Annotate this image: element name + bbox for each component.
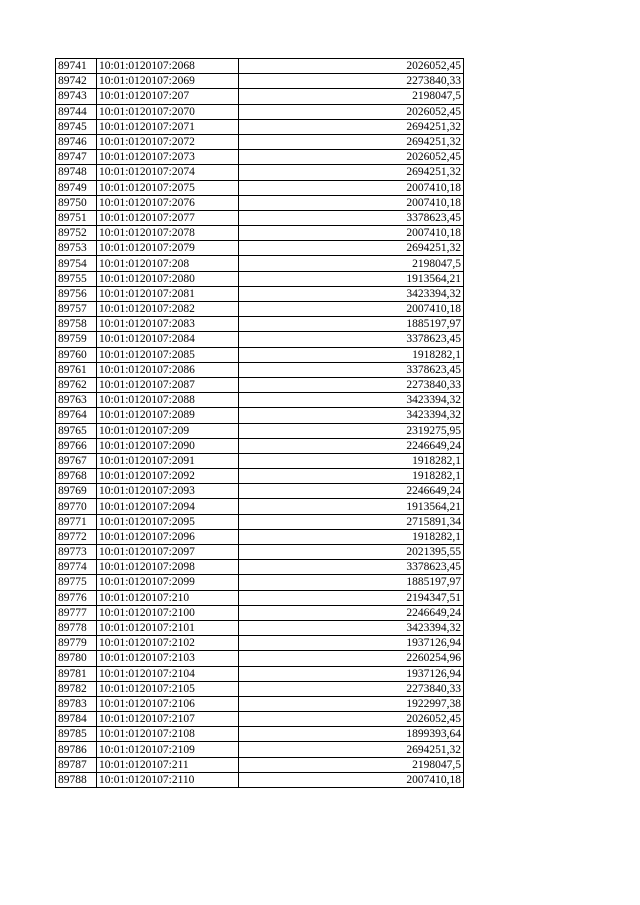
table-row	[56, 696, 464, 711]
value-cell: 3378623,45	[239, 362, 464, 377]
table-row	[56, 210, 464, 225]
value-cell: 1937126,94	[239, 666, 464, 681]
table-row	[56, 119, 464, 134]
value-cell: 2273840,33	[239, 377, 464, 392]
table-row	[56, 256, 464, 271]
table-row	[56, 226, 464, 241]
table-row	[56, 605, 464, 620]
table-row	[56, 727, 464, 742]
table-row	[56, 347, 464, 362]
table-row	[56, 772, 464, 787]
table-row	[56, 651, 464, 666]
cadastral-number-cell: 10:01:0120107:2075	[97, 180, 239, 195]
cadastral-number-cell: 10:01:0120107:2107	[97, 712, 239, 727]
cadastral-number-cell: 10:01:0120107:2104	[97, 666, 239, 681]
cadastral-number-cell: 10:01:0120107:2103	[97, 651, 239, 666]
table-row	[56, 362, 464, 377]
value-cell: 2198047,5	[239, 256, 464, 271]
value-cell: 3378623,45	[239, 332, 464, 347]
table-row	[56, 469, 464, 484]
table-row	[56, 453, 464, 468]
value-cell: 3423394,32	[239, 620, 464, 635]
value-cell: 1885197,97	[239, 575, 464, 590]
row-number-cell: 89775	[56, 575, 97, 590]
cadastral-number-cell: 10:01:0120107:2099	[97, 575, 239, 590]
row-number-cell: 89741	[56, 59, 97, 74]
value-cell: 2246649,24	[239, 605, 464, 620]
row-number-cell: 89744	[56, 104, 97, 119]
table-row	[56, 529, 464, 544]
row-number-cell: 89757	[56, 302, 97, 317]
table-row	[56, 408, 464, 423]
value-cell: 2194347,51	[239, 590, 464, 605]
cadastral-number-cell: 10:01:0120107:2068	[97, 59, 239, 74]
value-cell: 2694251,32	[239, 241, 464, 256]
value-cell: 3378623,45	[239, 560, 464, 575]
row-number-cell: 89763	[56, 393, 97, 408]
cadastral-number-cell: 10:01:0120107:2093	[97, 484, 239, 499]
cadastral-number-cell: 10:01:0120107:2069	[97, 74, 239, 89]
cadastral-number-cell: 10:01:0120107:2080	[97, 271, 239, 286]
row-number-cell: 89770	[56, 499, 97, 514]
cadastral-number-cell: 10:01:0120107:2091	[97, 453, 239, 468]
row-number-cell: 89773	[56, 545, 97, 560]
table-row	[56, 165, 464, 180]
value-cell: 2273840,33	[239, 74, 464, 89]
row-number-cell: 89742	[56, 74, 97, 89]
row-number-cell: 89765	[56, 423, 97, 438]
cadastral-number-cell: 10:01:0120107:2081	[97, 286, 239, 301]
table-row	[56, 59, 464, 74]
value-cell: 2694251,32	[239, 134, 464, 149]
table-row	[56, 393, 464, 408]
table-row	[56, 74, 464, 89]
row-number-cell: 89780	[56, 651, 97, 666]
row-number-cell: 89754	[56, 256, 97, 271]
value-cell: 2694251,32	[239, 165, 464, 180]
value-cell: 3423394,32	[239, 408, 464, 423]
table-row	[56, 241, 464, 256]
value-cell: 1918282,1	[239, 529, 464, 544]
cadastral-number-cell: 10:01:0120107:210	[97, 590, 239, 605]
table-row	[56, 666, 464, 681]
value-cell: 2694251,32	[239, 742, 464, 757]
row-number-cell: 89787	[56, 757, 97, 772]
table-row	[56, 560, 464, 575]
table-row	[56, 757, 464, 772]
table-row	[56, 377, 464, 392]
value-cell: 2026052,45	[239, 712, 464, 727]
table-row	[56, 712, 464, 727]
row-number-cell: 89776	[56, 590, 97, 605]
row-number-cell: 89756	[56, 286, 97, 301]
cadastral-number-cell: 10:01:0120107:2074	[97, 165, 239, 180]
row-number-cell: 89747	[56, 150, 97, 165]
row-number-cell: 89769	[56, 484, 97, 499]
cadastral-number-cell: 10:01:0120107:2077	[97, 210, 239, 225]
cadastral-number-cell: 10:01:0120107:207	[97, 89, 239, 104]
row-number-cell: 89764	[56, 408, 97, 423]
value-cell: 1913564,21	[239, 499, 464, 514]
table-row	[56, 636, 464, 651]
row-number-cell: 89759	[56, 332, 97, 347]
row-number-cell: 89778	[56, 620, 97, 635]
row-number-cell: 89774	[56, 560, 97, 575]
cadastral-number-cell: 10:01:0120107:2096	[97, 529, 239, 544]
table-row	[56, 317, 464, 332]
table-row	[56, 590, 464, 605]
value-cell: 2021395,55	[239, 545, 464, 560]
row-number-cell: 89768	[56, 469, 97, 484]
row-number-cell: 89750	[56, 195, 97, 210]
value-cell: 1922997,38	[239, 696, 464, 711]
row-number-cell: 89758	[56, 317, 97, 332]
cadastral-number-cell: 10:01:0120107:2095	[97, 514, 239, 529]
cadastral-number-cell: 10:01:0120107:2085	[97, 347, 239, 362]
row-number-cell: 89766	[56, 438, 97, 453]
value-cell: 2026052,45	[239, 104, 464, 119]
row-number-cell: 89762	[56, 377, 97, 392]
row-number-cell: 89767	[56, 453, 97, 468]
cadastral-number-cell: 10:01:0120107:2084	[97, 332, 239, 347]
value-cell: 2246649,24	[239, 438, 464, 453]
row-number-cell: 89788	[56, 772, 97, 787]
cadastral-number-cell: 10:01:0120107:2108	[97, 727, 239, 742]
cadastral-number-cell: 10:01:0120107:2109	[97, 742, 239, 757]
cadastral-number-cell: 10:01:0120107:208	[97, 256, 239, 271]
cadastral-number-cell: 10:01:0120107:2072	[97, 134, 239, 149]
value-cell: 2026052,45	[239, 150, 464, 165]
value-cell: 3378623,45	[239, 210, 464, 225]
cadastral-number-cell: 10:01:0120107:2087	[97, 377, 239, 392]
table-row	[56, 742, 464, 757]
row-number-cell: 89771	[56, 514, 97, 529]
table-row	[56, 271, 464, 286]
cadastral-number-cell: 10:01:0120107:2071	[97, 119, 239, 134]
value-cell: 1899393,64	[239, 727, 464, 742]
cadastral-number-cell: 10:01:0120107:2076	[97, 195, 239, 210]
cadastral-number-cell: 10:01:0120107:2105	[97, 681, 239, 696]
value-cell: 2319275,95	[239, 423, 464, 438]
table-row	[56, 150, 464, 165]
cadastral-number-cell: 10:01:0120107:2089	[97, 408, 239, 423]
cadastral-number-cell: 10:01:0120107:2098	[97, 560, 239, 575]
table-row	[56, 575, 464, 590]
cadastral-number-cell: 10:01:0120107:2070	[97, 104, 239, 119]
table-row	[56, 104, 464, 119]
cadastral-number-cell: 10:01:0120107:2102	[97, 636, 239, 651]
table-row	[56, 681, 464, 696]
table-row	[56, 302, 464, 317]
table-row	[56, 134, 464, 149]
table-row	[56, 89, 464, 104]
value-cell: 1913564,21	[239, 271, 464, 286]
row-number-cell: 89777	[56, 605, 97, 620]
cadastral-number-cell: 10:01:0120107:2088	[97, 393, 239, 408]
value-cell: 1918282,1	[239, 347, 464, 362]
row-number-cell: 89746	[56, 134, 97, 149]
value-cell: 2007410,18	[239, 195, 464, 210]
row-number-cell: 89752	[56, 226, 97, 241]
row-number-cell: 89755	[56, 271, 97, 286]
cadastral-number-cell: 10:01:0120107:2078	[97, 226, 239, 241]
table-row	[56, 438, 464, 453]
value-cell: 2026052,45	[239, 59, 464, 74]
cadastral-number-cell: 10:01:0120107:209	[97, 423, 239, 438]
row-number-cell: 89751	[56, 210, 97, 225]
value-cell: 2198047,5	[239, 757, 464, 772]
cadastral-number-cell: 10:01:0120107:2092	[97, 469, 239, 484]
table-row	[56, 180, 464, 195]
row-number-cell: 89781	[56, 666, 97, 681]
row-number-cell: 89772	[56, 529, 97, 544]
table-row	[56, 514, 464, 529]
cadastral-number-cell: 10:01:0120107:2110	[97, 772, 239, 787]
row-number-cell: 89785	[56, 727, 97, 742]
table-body	[56, 59, 464, 788]
cadastral-number-cell: 10:01:0120107:2106	[97, 696, 239, 711]
row-number-cell: 89786	[56, 742, 97, 757]
value-cell: 2007410,18	[239, 226, 464, 241]
table-row	[56, 195, 464, 210]
value-cell: 2007410,18	[239, 302, 464, 317]
table-row	[56, 545, 464, 560]
row-number-cell: 89779	[56, 636, 97, 651]
cadastral-number-cell: 10:01:0120107:2094	[97, 499, 239, 514]
cadastral-number-cell: 10:01:0120107:2090	[97, 438, 239, 453]
value-cell: 1937126,94	[239, 636, 464, 651]
cadastral-number-cell: 10:01:0120107:2100	[97, 605, 239, 620]
value-cell: 3423394,32	[239, 286, 464, 301]
row-number-cell: 89753	[56, 241, 97, 256]
value-cell: 1885197,97	[239, 317, 464, 332]
value-cell: 2273840,33	[239, 681, 464, 696]
value-cell: 1918282,1	[239, 469, 464, 484]
table-row	[56, 499, 464, 514]
row-number-cell: 89749	[56, 180, 97, 195]
value-cell: 1918282,1	[239, 453, 464, 468]
row-number-cell: 89748	[56, 165, 97, 180]
value-cell: 2260254,96	[239, 651, 464, 666]
cadastral-number-cell: 10:01:0120107:2086	[97, 362, 239, 377]
value-cell: 2246649,24	[239, 484, 464, 499]
row-number-cell: 89784	[56, 712, 97, 727]
row-number-cell: 89743	[56, 89, 97, 104]
row-number-cell: 89761	[56, 362, 97, 377]
cadastral-number-cell: 10:01:0120107:2097	[97, 545, 239, 560]
row-number-cell: 89760	[56, 347, 97, 362]
cadastral-number-cell: 10:01:0120107:211	[97, 757, 239, 772]
value-cell: 3423394,32	[239, 393, 464, 408]
table-row	[56, 620, 464, 635]
value-cell: 2198047,5	[239, 89, 464, 104]
table-row	[56, 423, 464, 438]
cadastral-number-cell: 10:01:0120107:2083	[97, 317, 239, 332]
row-number-cell: 89745	[56, 119, 97, 134]
cadastral-number-cell: 10:01:0120107:2079	[97, 241, 239, 256]
value-cell: 2007410,18	[239, 180, 464, 195]
cadastral-number-cell: 10:01:0120107:2073	[97, 150, 239, 165]
cadastral-number-cell: 10:01:0120107:2082	[97, 302, 239, 317]
table-row	[56, 286, 464, 301]
row-number-cell: 89783	[56, 696, 97, 711]
table-row	[56, 332, 464, 347]
row-number-cell: 89782	[56, 681, 97, 696]
cadastral-value-table	[55, 58, 464, 788]
value-cell: 2694251,32	[239, 119, 464, 134]
value-cell: 2715891,34	[239, 514, 464, 529]
table-row	[56, 484, 464, 499]
value-cell: 2007410,18	[239, 772, 464, 787]
cadastral-number-cell: 10:01:0120107:2101	[97, 620, 239, 635]
